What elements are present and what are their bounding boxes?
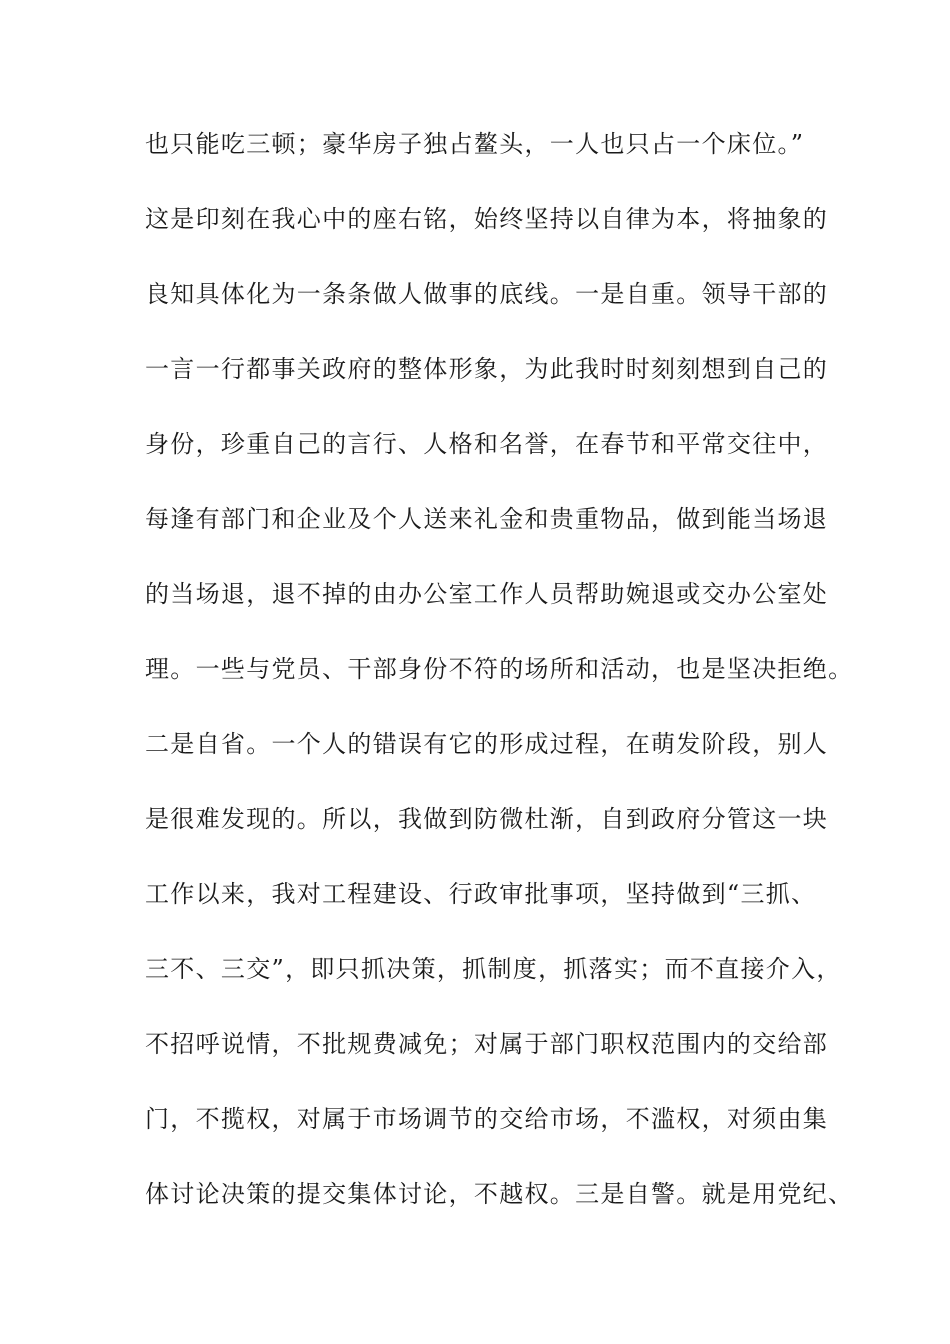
text-line-7: 的当场退，退不掉的由办公室工作人员帮助婉退或交办公室处 <box>145 580 829 608</box>
text-line-13: 不招呼说情，不批规费减免；对属于部门职权范围内的交给部 <box>145 1030 829 1058</box>
text-line-4: 一言一行都事关政府的整体形象，为此我时时刻刻想到自己的 <box>145 355 829 383</box>
text-line-6: 每逢有部门和企业及个人送来礼金和贵重物品，做到能当场退 <box>145 505 829 533</box>
text-line-5: 身份，珍重自己的言行、人格和名誉，在春节和平常交往中， <box>145 430 829 458</box>
text-line-8: 理。一些与党员、干部身份不符的场所和活动，也是坚决拒绝。 <box>145 655 854 683</box>
text-line-15: 体讨论决策的提交集体讨论，不越权。三是自警。就是用党纪、 <box>145 1180 854 1208</box>
text-line-11: 工作以来，我对工程建设、行政审批事项，坚持做到“三抓、 <box>145 880 817 908</box>
body-text <box>145 130 854 1257</box>
text-line-10: 是很难发现的。所以，我做到防微杜渐，自到政府分管这一块 <box>145 805 829 833</box>
text-line-2: 这是印刻在我心中的座右铭，始终坚持以自律为本，将抽象的 <box>145 205 829 233</box>
text-line-14: 门，不揽权，对属于市场调节的交给市场，不滥权，对须由集 <box>145 1105 829 1133</box>
text-line-9: 二是自省。一个人的错误有它的形成过程，在萌发阶段，别人 <box>145 730 829 758</box>
text-line-12: 三不、三交”，即只抓决策，抓制度，抓落实；而不直接介入， <box>145 955 842 983</box>
text-line-1: 也只能吃三顿；豪华房子独占鳌头，一人也只占一个床位。” <box>145 130 805 158</box>
text-line-3: 良知具体化为一条条做人做事的底线。一是自重。领导干部的 <box>145 280 829 308</box>
